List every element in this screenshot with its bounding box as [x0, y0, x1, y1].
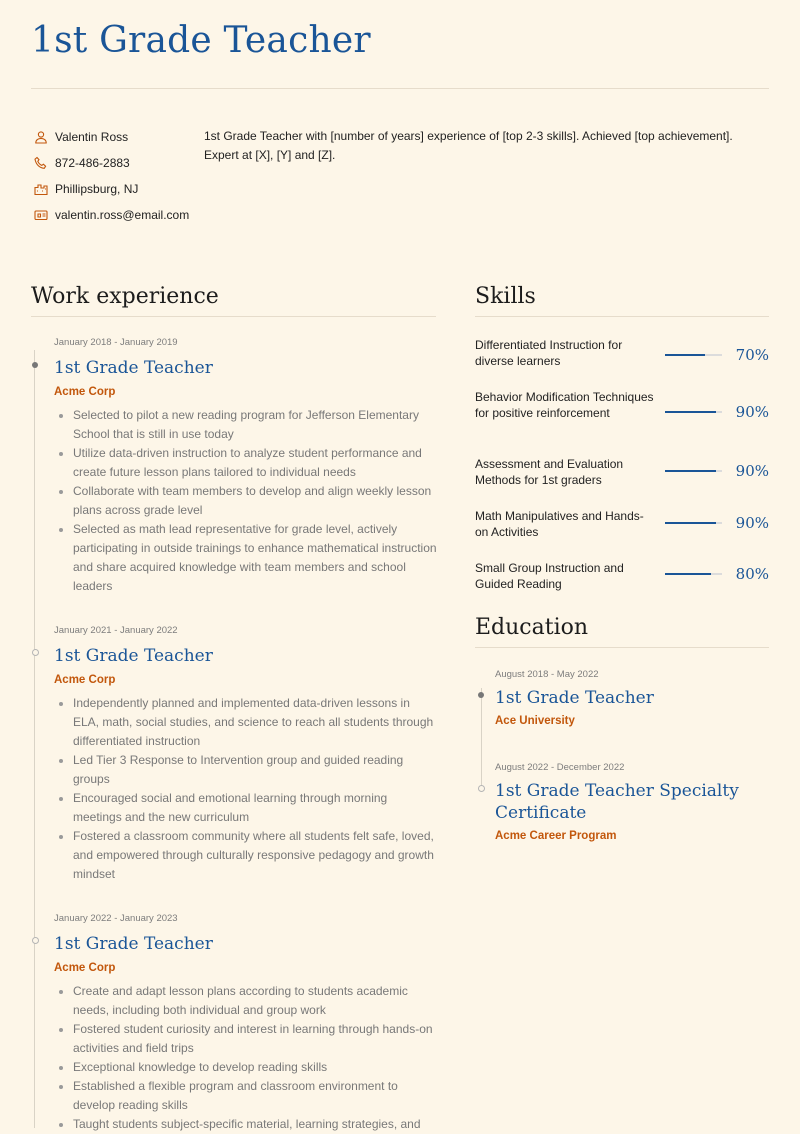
- education-divider: [475, 647, 769, 648]
- skill-bar-fill: [665, 411, 716, 413]
- job-entry: [54, 624, 439, 884]
- skill-item: [475, 389, 769, 439]
- skill-name: Differentiated Instruction for diverse learners: [475, 338, 623, 368]
- skill-percent: 70%: [735, 346, 769, 364]
- education-school: Acme Career Program: [495, 830, 617, 842]
- job-bullets: [54, 406, 439, 596]
- job-bullet: • Led Tier 3 Response to Intervention group and guided reading groups: [73, 751, 439, 789]
- job-bullets: [54, 694, 439, 884]
- job-company: Acme Corp: [54, 386, 116, 398]
- skill-item: [475, 337, 769, 371]
- contact-name-text: Valentin Ross: [55, 130, 129, 144]
- skill-percent: 90%: [735, 462, 769, 480]
- job-bullet: • Encouraged social and emotional learning through morning meetings and the new curriculum: [73, 789, 439, 827]
- job-bullets: [54, 982, 439, 1134]
- contact-phone-text: 872-486-2883: [55, 156, 130, 170]
- skill-bar: [665, 522, 722, 524]
- skill-name: Behavior Modification Techniques for positive reinforcement: [475, 390, 654, 420]
- job-entry: [54, 912, 439, 1134]
- skills-divider: [475, 316, 769, 317]
- contact-phone: [33, 150, 189, 176]
- skill-item: [475, 456, 769, 490]
- job-dates: January 2021 - January 2022: [54, 625, 178, 636]
- job-bullet: • Fostered a classroom community where all students felt safe, loved, and empowered through culturally responsive pedagogy and growth mindset: [73, 827, 439, 884]
- skill-bar: [665, 573, 722, 575]
- job-bullet: • Established a flexible program and classroom environment to develop reading skills: [73, 1077, 439, 1115]
- skill-bar-fill: [665, 470, 716, 472]
- job-title: 1st Grade Teacher: [54, 646, 213, 666]
- header-divider: [31, 88, 769, 89]
- job-bullet: • Selected as math lead representative for grade level, actively participating in outside trainings to enhance mathematical instruction and share acquired knowledge with team members and school leaders: [73, 520, 439, 596]
- skill-bar: [665, 354, 722, 356]
- email-icon: [33, 207, 49, 223]
- education-degree: 1st Grade Teacher Specialty Certificate: [495, 781, 739, 823]
- skill-item: [475, 560, 769, 594]
- job-entry: [54, 336, 439, 596]
- contact-location-text: Phillipsburg, NJ: [55, 182, 139, 196]
- job-bullet: • Independently planned and implemented data-driven lessons in ELA, math, social studies, and science to reach all students through differentiated instruction: [73, 694, 439, 751]
- education-degree: 1st Grade Teacher: [495, 688, 654, 708]
- skill-bar-fill: [665, 354, 705, 356]
- contact-location: [33, 176, 189, 202]
- education-dates: August 2022 - December 2022: [495, 762, 625, 773]
- timeline-dot: [478, 692, 484, 698]
- work-timeline-line: [34, 350, 35, 1128]
- timeline-dot: [478, 785, 485, 792]
- timeline-dot: [32, 362, 38, 368]
- education-dates: August 2018 - May 2022: [495, 669, 599, 680]
- education-school: Ace University: [495, 715, 575, 727]
- contact-name: [33, 124, 189, 150]
- education-heading: Education: [475, 615, 589, 640]
- job-dates: January 2022 - January 2023: [54, 913, 178, 924]
- page-title: 1st Grade Teacher: [31, 20, 371, 61]
- job-title: 1st Grade Teacher: [54, 358, 213, 378]
- skill-bar-fill: [665, 573, 711, 575]
- skill-percent: 90%: [735, 403, 769, 421]
- job-bullet: • Exceptional knowledge to develop reading skills: [73, 1058, 439, 1077]
- skill-item: [475, 508, 769, 542]
- education-entry: [495, 761, 769, 844]
- skill-name: Assessment and Evaluation Methods for 1st graders: [475, 457, 624, 487]
- skills-heading: Skills: [475, 284, 536, 309]
- job-title: 1st Grade Teacher: [54, 934, 213, 954]
- skill-percent: 80%: [735, 565, 769, 583]
- location-icon: [33, 181, 49, 197]
- education-entry: [495, 668, 769, 729]
- skill-percent: 90%: [735, 514, 769, 532]
- contact-email-text: valentin.ross@email.com: [55, 208, 190, 222]
- phone-icon: [33, 155, 49, 171]
- job-bullet: • Utilize data-driven instruction to analyze student performance and create future lesson plans tailored to individual needs: [73, 444, 439, 482]
- person-icon: [33, 129, 49, 145]
- work-experience-heading: Work experience: [31, 284, 219, 309]
- summary: 1st Grade Teacher with [number of years] experience of [top 2-3 skills]. Achieved [top achievement]. Expert at [X], [Y] and [Z].: [204, 129, 733, 162]
- job-bullet: • Taught students subject-specific material, learning strategies, and: [73, 1115, 439, 1134]
- contact-list: [33, 124, 189, 228]
- skill-name: Small Group Instruction and Guided Reading: [475, 561, 624, 591]
- job-bullet: • Selected to pilot a new reading program for Jefferson Elementary School that is still in use today: [73, 406, 439, 444]
- contact-email: [33, 202, 189, 228]
- job-bullet: • Create and adapt lesson plans according to students academic needs, including both individual and group work: [73, 982, 439, 1020]
- skill-name: Math Manipulatives and Hands-on Activities: [475, 509, 644, 539]
- timeline-dot: [32, 649, 39, 656]
- education-timeline-line: [481, 688, 482, 788]
- job-bullet: • Collaborate with team members to develop and align weekly lesson plans across grade level: [73, 482, 439, 520]
- skill-bar-fill: [665, 522, 716, 524]
- work-divider: [31, 316, 436, 317]
- timeline-dot: [32, 937, 39, 944]
- skill-bar: [665, 411, 722, 413]
- job-dates: January 2018 - January 2019: [54, 337, 178, 348]
- job-company: Acme Corp: [54, 962, 116, 974]
- job-bullet: • Fostered student curiosity and interest in learning through hands-on activities and field trips: [73, 1020, 439, 1058]
- job-company: Acme Corp: [54, 674, 116, 686]
- skill-bar: [665, 470, 722, 472]
